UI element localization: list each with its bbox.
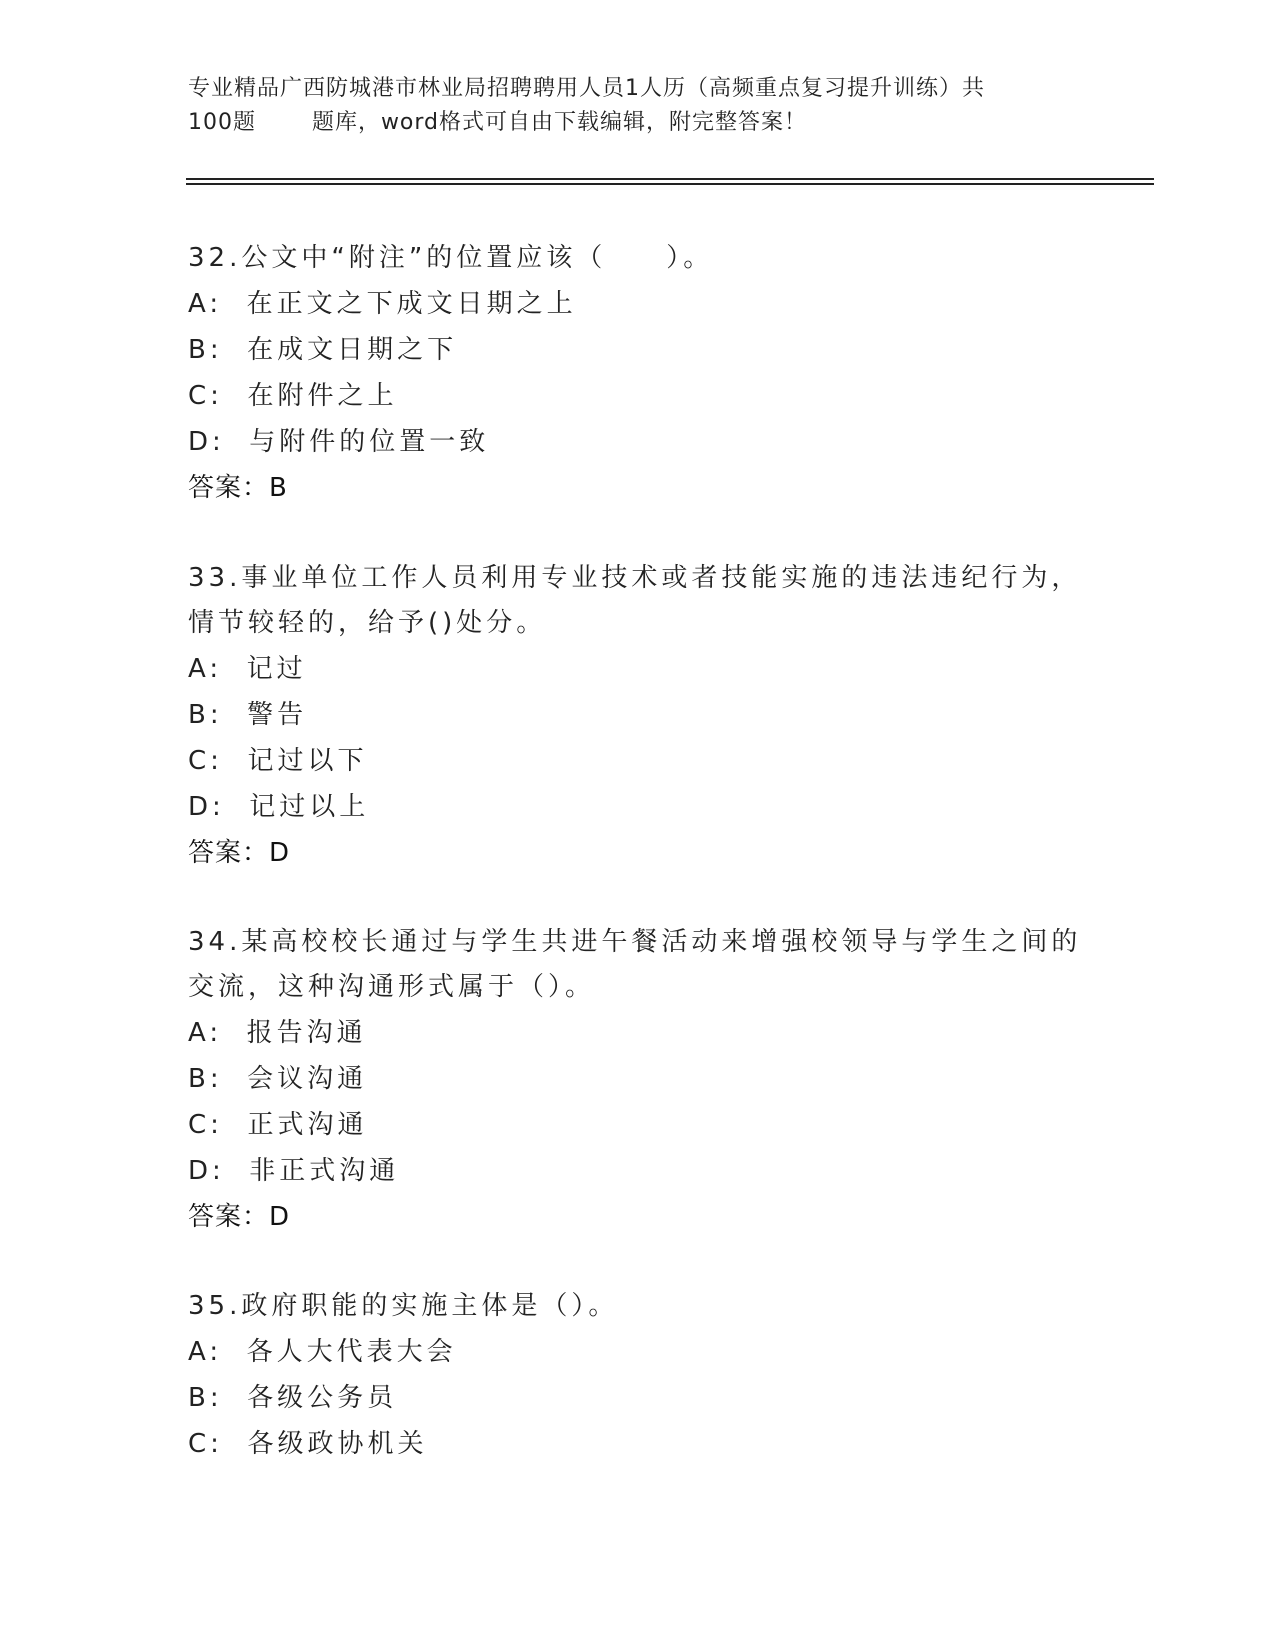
option-b: B: 各级公务员 (188, 1383, 398, 1413)
question-stem: 32.公文中“附注”的位置应该（ ）。 (188, 243, 714, 273)
header-divider-bottom (186, 183, 1154, 185)
option-b: B: 警告 (188, 700, 308, 730)
question-32 (188, 236, 1088, 511)
option-d: D: 与附件的位置一致 (188, 427, 490, 457)
question-stem: 34.某高校校长通过与学生共进午餐活动来增强校领导与学生之间的交流，这种沟通形式属于（）。 (188, 927, 1082, 1002)
option-d: D: 非正式沟通 (188, 1156, 400, 1186)
question-33 (188, 556, 1088, 876)
option-b: B: 在成文日期之下 (188, 335, 458, 365)
header-title-line-2: 100题 题库，word格式可自由下载编辑，附完整答案！ (188, 110, 808, 135)
answer: 答案：B (188, 473, 288, 503)
option-c: C: 记过以下 (188, 746, 368, 776)
option-c: C: 正式沟通 (188, 1110, 368, 1140)
document-header (188, 72, 1088, 140)
option-a: A: 记过 (188, 654, 307, 684)
question-35 (188, 1284, 1088, 1467)
question-stem: 35.政府职能的实施主体是（）。 (188, 1291, 619, 1321)
option-b: B: 会议沟通 (188, 1064, 368, 1094)
header-title-line-1: 专业精品广西防城港市林业局招聘聘用人员1人历（高频重点复习提升训练）共 (188, 76, 985, 101)
option-d: D: 记过以上 (188, 792, 370, 822)
option-a: A: 各人大代表大会 (188, 1337, 457, 1367)
question-stem: 33.事业单位工作人员利用专业技术或者技能实施的违法违纪行为，情节较轻的，给予()处分。 (188, 563, 1082, 638)
answer: 答案：D (188, 838, 291, 868)
option-c: C: 各级政协机关 (188, 1429, 428, 1459)
question-34 (188, 920, 1088, 1240)
answer: 答案：D (188, 1202, 291, 1232)
header-divider-top (186, 178, 1154, 180)
option-a: A: 在正文之下成文日期之上 (188, 289, 577, 319)
option-a: A: 报告沟通 (188, 1018, 367, 1048)
option-c: C: 在附件之上 (188, 381, 398, 411)
